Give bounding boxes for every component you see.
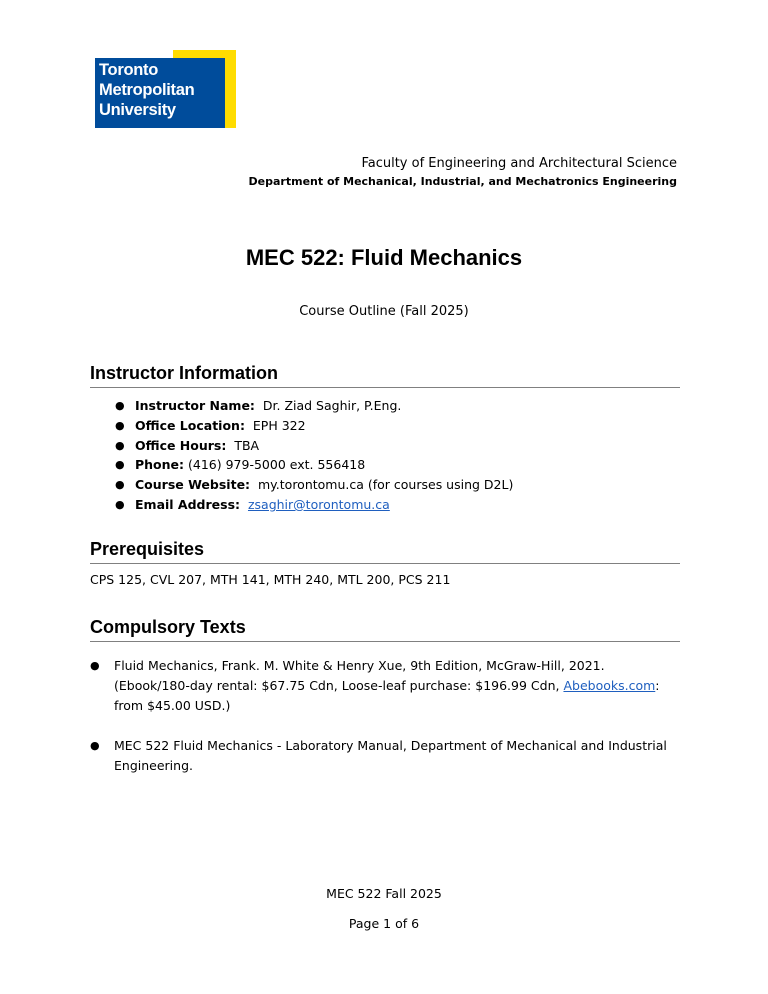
course-website-value: my.torontomu.ca (for courses using D2L) <box>258 477 514 493</box>
office-hours-value: TBA <box>234 437 260 453</box>
abebooks-link[interactable]: Abebooks.com <box>563 678 656 693</box>
instructor-heading: Instructor Information <box>90 362 680 388</box>
logo-line-1: Toronto <box>99 61 158 79</box>
office-hours-label: Office Hours: <box>135 437 227 453</box>
list-item <box>90 736 680 776</box>
logo-wordmark <box>99 60 194 120</box>
list-item <box>115 396 513 416</box>
bullet-icon: ● <box>90 659 100 672</box>
phone-value: (416) 979-5000 ext. 556418 <box>188 457 366 473</box>
office-location-value: EPH 322 <box>252 417 306 433</box>
footer-course: MEC 522 Fall 2025 <box>326 886 442 901</box>
list-item <box>115 436 513 456</box>
faculty-name: Faculty of Engineering and Architectural Science <box>361 156 677 171</box>
list-item <box>90 656 680 716</box>
instructor-info-list <box>115 396 513 515</box>
bullet-icon: ● <box>115 478 125 492</box>
logo-blue-block <box>95 58 225 128</box>
department-name: Department of Mechanical, Industrial, and Mechatronics Engineering <box>248 175 677 188</box>
bullet-icon: ● <box>115 458 125 472</box>
instructor-name-label: Instructor Name: <box>135 398 255 413</box>
course-title: MEC 522: Fluid Mechanics <box>245 245 523 270</box>
list-item <box>115 495 513 515</box>
prerequisites-text: CPS 125, CVL 207, MTH 141, MTH 240, MTL 200, PCS 211 <box>90 572 451 587</box>
bullet-icon: ● <box>115 399 125 412</box>
textbook-price-note: : from $45.00 USD.) <box>114 678 660 713</box>
list-item <box>115 475 513 495</box>
textbook-description: Fluid Mechanics, Frank. M. White & Henry Xue, 9th Edition, McGraw-Hill, 2021. (Ebook/180-day rental: $67.75 Cdn, Loose-leaf purchase: $196.99 Cdn, <box>114 658 605 693</box>
list-item <box>115 455 513 475</box>
bullet-icon: ● <box>90 739 100 752</box>
email-link[interactable]: zsaghir@torontomu.ca <box>247 496 390 512</box>
bullet-icon: ● <box>115 418 125 432</box>
compulsory-texts-list <box>90 656 680 796</box>
logo-line-2: Metropolitan <box>99 81 195 99</box>
compulsory-texts-heading: Compulsory Texts <box>90 616 680 642</box>
list-item <box>115 416 513 436</box>
prerequisites-heading: Prerequisites <box>90 538 680 564</box>
course-website-label: Course Website: <box>135 477 251 493</box>
university-logo <box>95 50 236 128</box>
office-location-label: Office Location: <box>135 417 245 433</box>
phone-label: Phone: <box>135 457 185 473</box>
lab-manual-description: MEC 522 Fluid Mechanics - Laboratory Manual, Department of Mechanical and Industrial Engineering. <box>114 738 667 773</box>
email-label: Email Address: <box>135 496 241 512</box>
logo-line-3: University <box>99 101 176 119</box>
bullet-icon: ● <box>115 438 125 452</box>
faculty-header <box>249 155 677 191</box>
course-subtitle: Course Outline (Fall 2025) <box>299 304 469 319</box>
footer-page-number: Page 1 of 6 <box>348 916 420 931</box>
bullet-icon: ● <box>115 497 125 511</box>
instructor-name-value: Dr. Ziad Saghir, P.Eng. <box>262 398 402 413</box>
